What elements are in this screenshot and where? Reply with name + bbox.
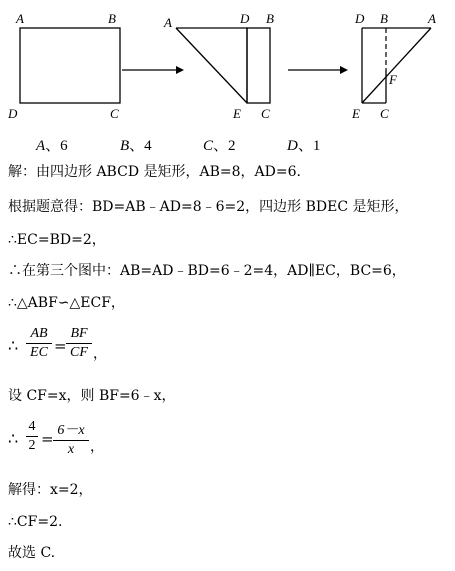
ratio1-equals: = xyxy=(54,337,67,355)
ratio2-end: ， xyxy=(90,439,104,455)
fig2-label-D: D xyxy=(240,11,250,26)
fig1-label-B: B xyxy=(108,11,116,26)
fig3-label-E: E xyxy=(352,106,360,121)
fig1-label-C: C xyxy=(110,106,119,121)
ratio1-num1: AB xyxy=(30,326,48,341)
ratio1-end: ， xyxy=(93,346,107,362)
option-b-letter: B xyxy=(120,138,130,154)
fig3-hypotenuse xyxy=(362,28,431,103)
fig1-label-D: D xyxy=(8,106,18,121)
option-b xyxy=(120,134,152,155)
ratio2-fraction-right xyxy=(53,419,89,458)
ratio2-den2: x xyxy=(67,442,75,457)
ratio1-den2: CF xyxy=(70,345,88,360)
fig1-rectangle xyxy=(20,28,120,103)
solution-line-4: ∴在第三个图中：AB=AD﹣BD=6﹣2=4，AD∥EC，BC=6， xyxy=(8,263,406,279)
fig2-label-B: B xyxy=(266,11,274,26)
solution-line-7: 解得：x=2， xyxy=(8,482,93,498)
option-d-letter: D xyxy=(287,138,298,154)
option-d xyxy=(287,134,320,155)
fig3-label-A: A xyxy=(428,11,436,26)
solution-line-6: 设 CF=x，则 BF=6﹣x， xyxy=(8,388,176,404)
arrow-1-head xyxy=(176,66,184,74)
solution-line-1: 解：由四边形 ABCD 是矩形，AB=8，AD=6. xyxy=(8,164,301,180)
ratio2-fraction-left xyxy=(26,419,38,454)
option-b-text: 、4 xyxy=(129,138,152,154)
solution-line-9: 故选 C. xyxy=(8,545,56,561)
ratio1-num2: BF xyxy=(70,326,88,341)
fig3-label-F: F xyxy=(389,72,397,87)
fig3-label-D: D xyxy=(355,11,365,26)
ratio2-num2: 6－x xyxy=(57,423,85,438)
option-a-text: 、6 xyxy=(45,138,68,154)
solution-line-3: ∴EC=BD=2， xyxy=(8,232,106,248)
option-c-text: 、2 xyxy=(213,138,236,154)
fig2-label-A: A xyxy=(164,15,172,30)
geometry-figure xyxy=(0,0,455,140)
fig3-label-C: C xyxy=(380,106,389,121)
fig2-label-E: E xyxy=(233,106,241,121)
option-a xyxy=(36,134,68,155)
fig2-rectangle xyxy=(247,28,270,103)
fig1-label-A: A xyxy=(16,11,24,26)
option-c xyxy=(203,134,236,155)
ratio1-den1: EC xyxy=(30,345,48,360)
solution-line-2: 根据题意得：BD=AB﹣AD=8﹣6=2，四边形 BDEC 是矩形， xyxy=(8,199,409,215)
solution-line-5: ∴△ABF∽△ECF， xyxy=(8,295,125,311)
ratio2-equals: = xyxy=(41,430,54,448)
ratio2-den1: 2 xyxy=(28,438,36,453)
option-c-letter: C xyxy=(203,138,214,154)
fig3-label-B: B xyxy=(380,11,388,26)
ratio2-therefore: ∴ xyxy=(8,429,19,448)
fig2-label-C: C xyxy=(261,106,270,121)
solution-line-8: ∴CF=2. xyxy=(8,514,63,530)
option-d-text: 、1 xyxy=(297,138,321,154)
ratio1-therefore: ∴ xyxy=(8,336,19,355)
arrow-2-head xyxy=(340,66,348,74)
ratio1-fraction-right xyxy=(66,326,92,361)
ratio1-fraction-left xyxy=(26,326,52,361)
fig2-fold-line xyxy=(176,28,247,103)
option-a-letter: A xyxy=(36,138,46,154)
ratio2-num1: 4 xyxy=(28,419,36,434)
